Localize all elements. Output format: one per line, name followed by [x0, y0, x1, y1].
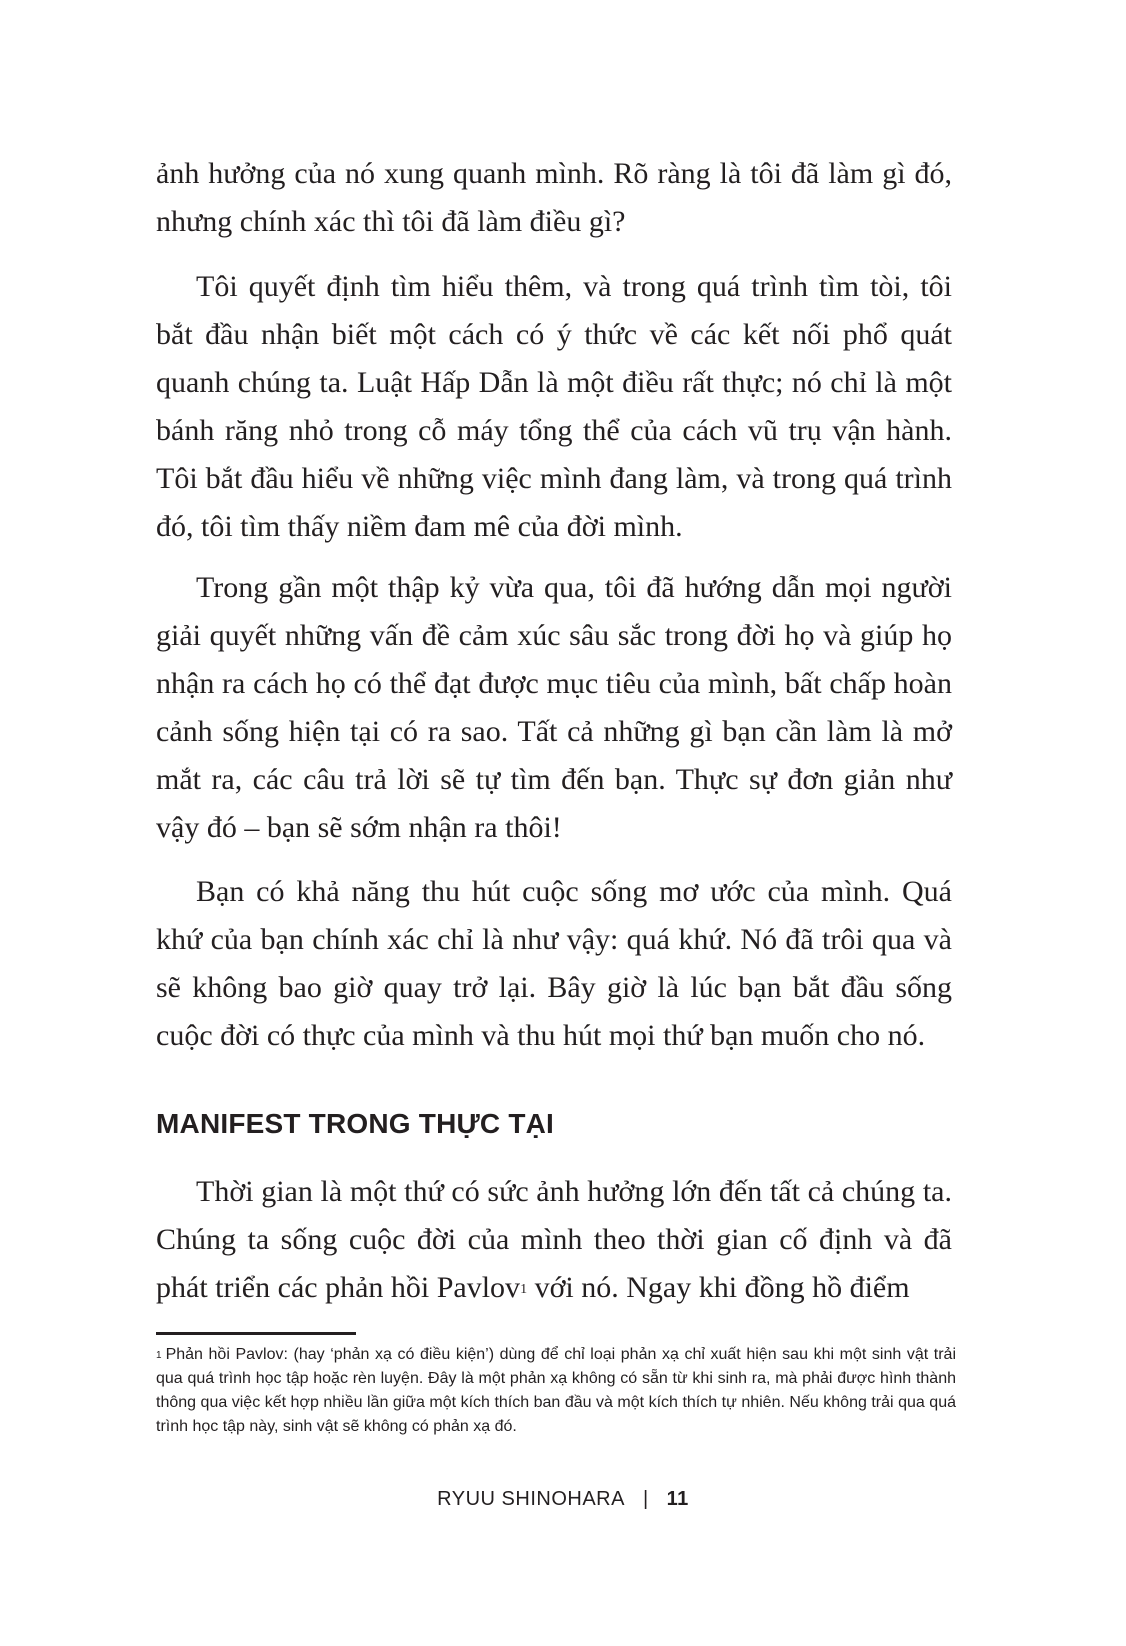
- paragraph-5: [156, 1168, 952, 1312]
- footnote-marker: 1: [156, 1350, 162, 1361]
- section-heading: MANIFEST TRONG THỰC TẠI: [156, 1108, 555, 1139]
- paragraph-2: Tôi quyết định tìm hiểu thêm, và trong quá trình tìm tòi, tôi bắt đầu nhận biết một cách có ý thức về các kết nối phổ quát quanh chúng ta. Luật Hấp Dẫn là một điều rất thực; nó chỉ là một bánh răng nhỏ trong cỗ máy tổng thể của cách vũ trụ vận hành. Tôi bắt đầu hiểu về những việc mình đang làm, và trong quá trình đó, tôi tìm thấy niềm đam mê của đời mình.: [156, 270, 952, 543]
- paragraph-5-text-start: Thời gian là một thứ có sức ảnh hưởng lớn đến tất cả chúng ta. Chúng ta sống cuộc đời của mình theo thời gian cố định và đã phát triển các phản hồi Pavlov: [156, 1175, 952, 1304]
- footnote-divider: [156, 1332, 356, 1335]
- paragraph-5-text-end: với nó. Ngay khi đồng hồ điểm: [527, 1271, 910, 1304]
- paragraph-3: Trong gần một thập kỷ vừa qua, tôi đã hướng dẫn mọi người giải quyết những vấn đề cảm xúc sâu sắc trong đời họ và giúp họ nhận ra cách họ có thể đạt được mục tiêu của mình, bất chấp hoàn cảnh sống hiện tại có ra sao. Tất cả những gì bạn cần làm là mở mắt ra, các câu trả lời sẽ tự tìm đến bạn. Thực sự đơn giản như vậy đó – bạn sẽ sớm nhận ra thôi!: [156, 571, 952, 844]
- paragraph-1: ảnh hưởng của nó xung quanh mình. Rõ ràng là tôi đã làm gì đó, nhưng chính xác thì tôi đã làm điều gì?: [156, 157, 952, 238]
- footer-separator: |: [642, 1488, 649, 1510]
- footnote: [156, 1343, 956, 1439]
- page-number: 11: [666, 1488, 689, 1510]
- page-footer: [0, 1488, 1126, 1511]
- footnote-reference: 1: [520, 1282, 528, 1297]
- running-footer-author: RYUU SHINOHARA: [437, 1488, 625, 1510]
- footnote-text: Phản hồi Pavlov: (hay ‘phản xạ có điều kiện’) dùng để chỉ loại phản xạ chỉ xuất hiện sau khi một sinh vật trải qua quá trình học tập hoặc rèn luyện. Đây là một phản xạ không có sẵn từ khi sinh ra, mà phải được hình thành thông qua việc kết hợp nhiều lần giữa một kích thích ban đầu và một kích thích tự nhiên. Nếu không trải qua quá trình học tập này, sinh vật sẽ không có phản xạ đó.: [156, 1346, 956, 1435]
- paragraph-4: Bạn có khả năng thu hút cuộc sống mơ ước của mình. Quá khứ của bạn chính xác chỉ là như vậy: quá khứ. Nó đã trôi qua và sẽ không bao giờ quay trở lại. Bây giờ là lúc bạn bắt đầu sống cuộc đời có thực của mình và thu hút mọi thứ bạn muốn cho nó.: [156, 875, 952, 1052]
